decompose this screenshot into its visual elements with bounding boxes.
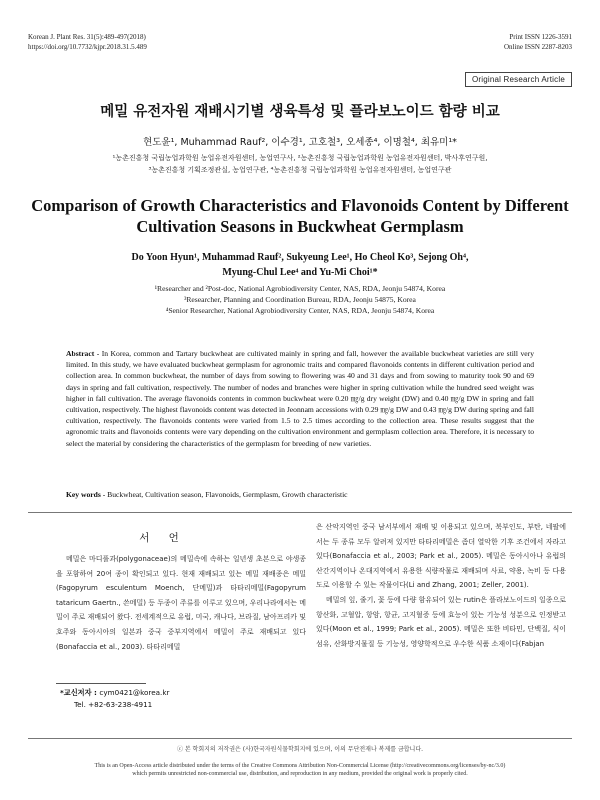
abstract-text: - In Korea, common and Tartary buckwheat are cultivated mainly in spring and fall, however the available buckwheat varieties are still very limited. In this study, we have evaluated buckwheat germplasm for agronomic traits and compared flavonoids contents in different cultivation period and collection area. In common buckwheat, the number of days from sowing to flowering was 40 and 31 days and from sowing to maturity took 90 and 69 days in spring and fall cultivation, respectively. The number of nodes and branches were higher in spring cultivation while the hundred seed weight was higher in fall cultivation. The average flavonoids contents in common buckwheat were 0.20 ㎎/g dry weight (DW) and 0.40 ㎎/g DW in spring and fall cultivation, respectively. The highest flavonoids content was detected in Jeonnam accessions with 0.29 ㎎/g DW and 0.43 ㎎/g DW during spring and fall cultivation, respectively. The flavonoids contents were varied from 1.5 to 2.5 times according to the collection area. These results suggest that the agronomic traits and flavonoids contents were vary depending on the cultivation environment and germplasm collection area. Therefore, it is necessary to select the material by considering the characteristics of the germplasm for breeding of new varieties.: [66, 349, 534, 448]
english-affiliation-3: ⁴Senior Researcher, National Agrobiodiversity Center, NAS, RDA, Jeonju 54874, Korea: [165, 306, 435, 315]
korean-title: 메밀 유전자원 재배시기별 생육특성 및 플라보노이드 함량 비교: [100, 104, 500, 120]
keywords-text: - Buckwheat, Cultivation season, Flavonoids, Germplasm, Growth characteristic: [100, 490, 348, 499]
english-title: Comparison of Growth Characteristics and Flavonoids Content by Different Cultivation Seasons in Buckwheat Germplasm: [31, 196, 569, 236]
body-right-column: [316, 520, 566, 651]
abstract-label: Abstract: [66, 349, 95, 358]
paragraph: 메밀은 마디풀과(polygonaceae)의 메밀속에 속하는 일년생 초본으로 야생종을 포함하여 20여 종이 확인되고 있다. 현재 재배되고 있는 메밀 재배종은 메밀(Fagopyrum esculentum Moench, 단메밀)과 타타리메밀(Fagopyrum tataricum Gaertn., 쓴메밀) 등 두종이 주류를 이루고 있으며, 우리나라에서는 메밀이 주로 재배되어 왔다. 전세계적으로 유럽, 미국, 캐나다, 브라질, 남아프리카 및 호주와 동아시아의 일본과 중국 중부지역에서 메밀이 주로 재배되고 있다(Bonafaccia et al., 2003). 타타리메밀: [56, 555, 306, 651]
online-issn: Online ISSN 2287-8203: [503, 43, 572, 51]
journal-info: Korean J. Plant Res. 31(5):489-497(2018): [28, 33, 146, 41]
license-line-1: This is an Open-Access article distributed under the terms of the Creative Commons Attribution Non-Commercial License (http://creativecommons.org/licenses/by-nc/3.0): [94, 763, 506, 769]
english-authors-line-2: Myung-Chul Lee⁴ and Yu-Mi Choi¹*: [222, 267, 378, 278]
korean-affiliation-1: ¹농촌진흥청 국립농업과학원 농업유전자원센터, 농업연구사, ²농촌진흥청 국립농업과학원 농업유전자원센터, 박사후연구원,: [112, 154, 488, 162]
doi-link[interactable]: https://doi.org/10.7732/kjpr.2018.31.5.489: [28, 43, 147, 51]
keywords: [66, 490, 534, 499]
english-affiliation-2: ³Researcher, Planning and Coordination Bureau, RDA, Jeonju 54875, Korea: [184, 295, 416, 304]
korean-authors: 현도윤¹, Muhammad Rauf², 이수경¹, 고호철³, 오세종⁴, 이명철⁴, 최유미¹*: [143, 137, 457, 148]
print-issn: Print ISSN 1226-3591: [509, 33, 572, 41]
korean-affiliation-2: ³농촌진흥청 기획조정관실, 농업연구관, ⁴농촌진흥청 국립농업과학원 농업유전자원센터, 농업연구관: [148, 166, 452, 174]
english-affiliation-1: ¹Researcher and ²Post-doc, National Agrobiodiversity Center, NAS, RDA, Jeonju 54874, Korea: [154, 284, 446, 293]
footer-divider: [28, 738, 572, 739]
english-authors: [30, 250, 570, 280]
journal-citation: [28, 32, 147, 52]
body-left-column: [56, 552, 306, 654]
author-tel: Tel. +82-63-238-4911: [74, 700, 153, 709]
license-line-2: which permits unrestricted non-commercial use, distribution, and reproduction in any medium, provided the original work is properly cited.: [132, 771, 468, 777]
paragraph: 메밀의 잎, 줄기, 꽃 등에 다량 함유되어 있는 rutin은 플라보노이드의 일종으로 항산화, 고혈압, 항암, 항균, 고지혈증 등에 효능이 있는 기능성 성분으로 인정받고 있다(Moon et al., 1999; Park et al., 2005). 메밀은 또한 비타민, 단백질, 식이섬유, 산화방지물질 등 기능성, 영양학적으로 우수한 식품 소재이다(Fabjan: [316, 595, 566, 648]
issn-block: [504, 32, 572, 52]
divider: [28, 512, 572, 513]
abstract: [66, 348, 534, 449]
section-title: 서 언: [139, 532, 187, 544]
corresponding-author-footnote: [60, 687, 169, 711]
author-email[interactable]: cym0421@korea.kr: [99, 688, 170, 697]
copyright-notice: ⓒ 본 학회지의 저작권은 (사)한국자원식물학회지에 있으며, 이의 무단전재나 복제를 금합니다.: [176, 746, 424, 753]
english-authors-line-1: Do Yoon Hyun¹, Muhammad Rauf², Sukyeung Lee¹, Ho Cheol Ko³, Sejong Oh⁴,: [131, 252, 469, 263]
license-notice: [30, 762, 570, 778]
footnote-divider: [56, 683, 146, 684]
keywords-label: Key words: [66, 490, 101, 499]
corresponding-author-label: *교신저자 :: [60, 688, 100, 697]
article-type-badge: Original Research Article: [465, 72, 572, 87]
paragraph: 은 산악지역인 중국 남서부에서 재배 및 이용되고 있으며, 북부인도, 부탄, 네팔에서는 두 종류 모두 알려져 있지만 타타리메밀은 좀더 열악한 기후 조건에서 자라고 있다(Bonafaccia et al., 2003; Park et al., 2005). 메밀은 동아시아나 유럽의 산간지역이나 온대지역에서 유용한 식량작물로 재배되며 사료, 약용, 녹비 등 다용도로 이용할 수 있는 작물이다(Li and Zhang, 2001; Zeller, 2001).: [316, 523, 566, 590]
